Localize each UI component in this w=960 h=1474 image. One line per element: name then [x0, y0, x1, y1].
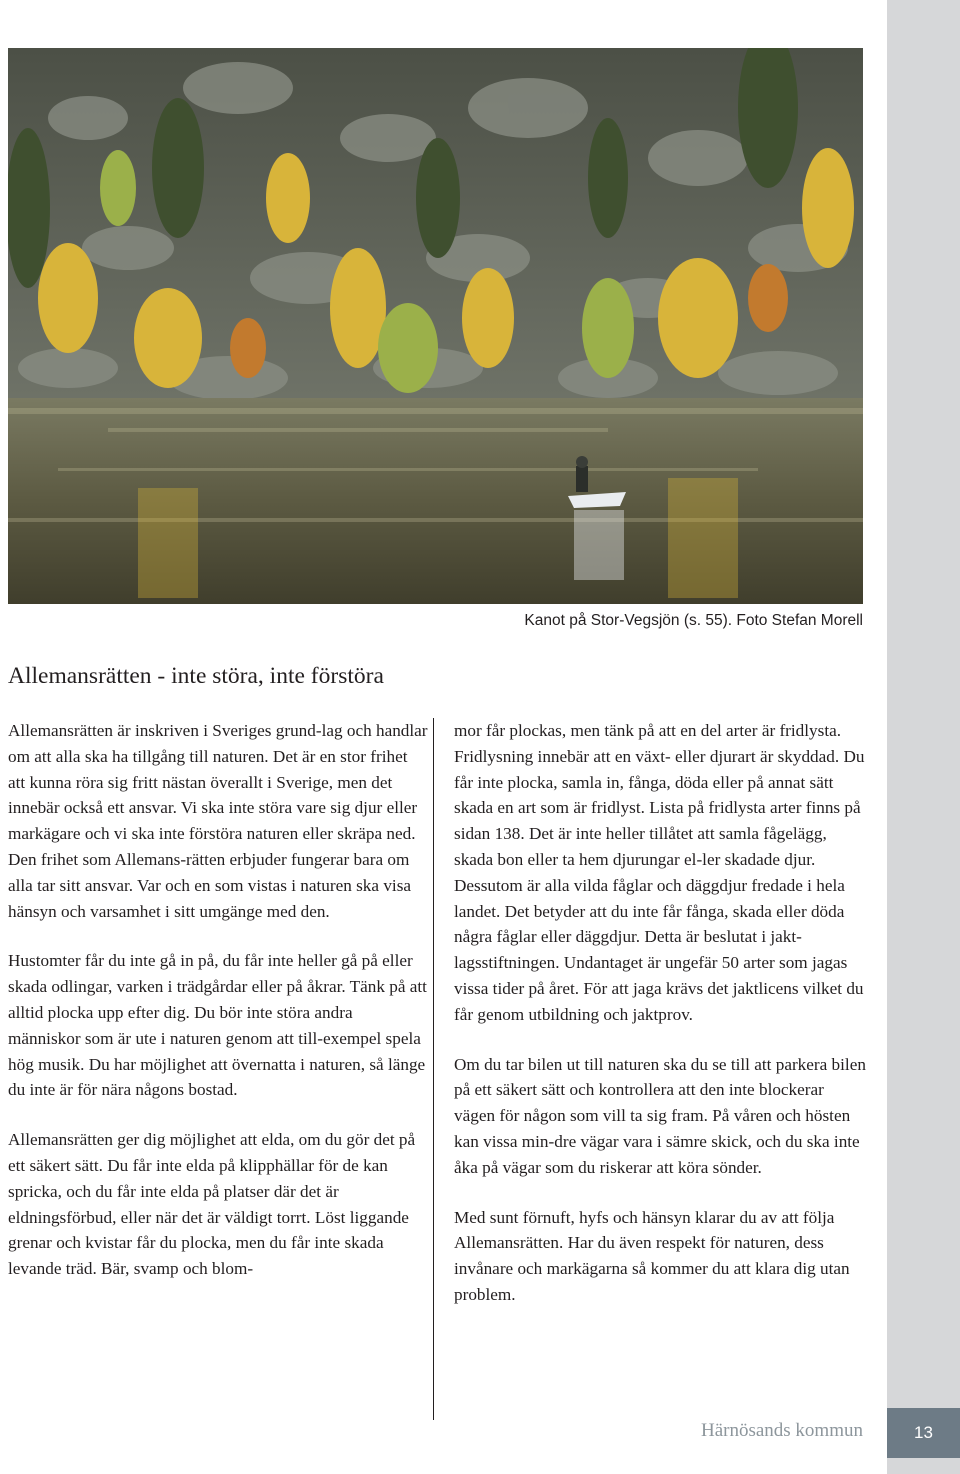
photo-caption: Kanot på Stor-Vegsjön (s. 55). Foto Stefan Morell	[524, 612, 863, 629]
page-title: Allemansrätten - inte störa, inte förstöra	[8, 663, 384, 689]
paragraph: Allemansrätten ger dig möjlighet att elda, om du gör det på ett säkert sätt. Du får inte elda på klipphällar för de kan spricka, och du får inte elda på platser där det är eldningsförbud, eller när det är väldigt torrt. Löst liggande grenar och kvistar får du plocka, men du får inte skada levande träd. Bär, svamp och blom-	[8, 1130, 416, 1279]
paragraph: Hustomter får du inte gå in på, du får inte heller gå på eller skada odlingar, varken i trädgårdar eller på åkrar. Tänk på att alltid plocka upp efter dig. Du bör inte störa andra människor som är ute i naturen genom att till-exempel spela hög musik. Du har möjlighet att övernatta i naturen, så länge du inte är för nära någons bostad.	[8, 951, 427, 1100]
paragraph: Allemansrätten är inskriven i Sveriges grund-lag och handlar om att alla ska ha tillgång till naturen. Det är en stor frihet att kunna röra sig fritt nästan överallt i Sverige, men det innebär också ett ansvar. Vi ska inte störa vare sig djur eller markägare och vi ska inte förstöra naturen eller skräpa ned. Den frihet som Allemans-rätten erbjuder fungerar bara om alla tar sitt ansvar. Var och en som vistas i naturen ska visa hänsyn och varsamhet i sitt umgänge med den.	[8, 721, 428, 921]
paragraph: Om du tar bilen ut till naturen ska du se till att parkera bilen på ett säkert sätt och kontrollera att den inte blockerar vägen för någon som vill ta sig fram. På våren och hösten kan vissa min-dre vägar vara i sämre skick, och du ska inte åka på vägar som du riskerar att köra sönder.	[454, 1054, 866, 1177]
left-text-column	[8, 718, 428, 1306]
lake-boat-photo-icon	[8, 48, 863, 604]
paragraph: mor får plockas, men tänk på att en del arter är fridlysta. Fridlysning innebär att en växt- eller djurart är skyddad. Du får inte plocka, samla in, fånga, döda eller på annat sätt skada en art som är fridlyst. Lista på fridlysta arter finns på sidan 138. Det är inte heller tillåtet att samla fågelägg, skada bon eller ta hem djurungar el-ler skadade djur. Dessutom är alla vilda fåglar och däggdjur fredade i hela landet. Det betyder att du inte får fånga, skada eller döda några fåglar eller däggdjur. Detta är beslutat i jakt-lagsstiftningen. Undantaget är ungefär 50 arter som jagas vissa tider på året. För att jaga krävs det jaktlicens vilket du får genom utbildning och jaktprov.	[454, 721, 865, 1024]
column-divider	[433, 718, 434, 1420]
side-margin-band	[887, 0, 960, 1474]
lake-photo	[8, 48, 863, 604]
right-text-column	[454, 718, 866, 1332]
paragraph: Med sunt förnuft, hyfs och hänsyn klarar du av att följa Allemansrätten. Har du även respekt för naturen, dess invånare och markägarna så kommer du att klara dig utan problem.	[454, 1207, 850, 1304]
footer-municipality: Härnösands kommun	[700, 1420, 863, 1441]
page-number: 13	[887, 1408, 960, 1458]
